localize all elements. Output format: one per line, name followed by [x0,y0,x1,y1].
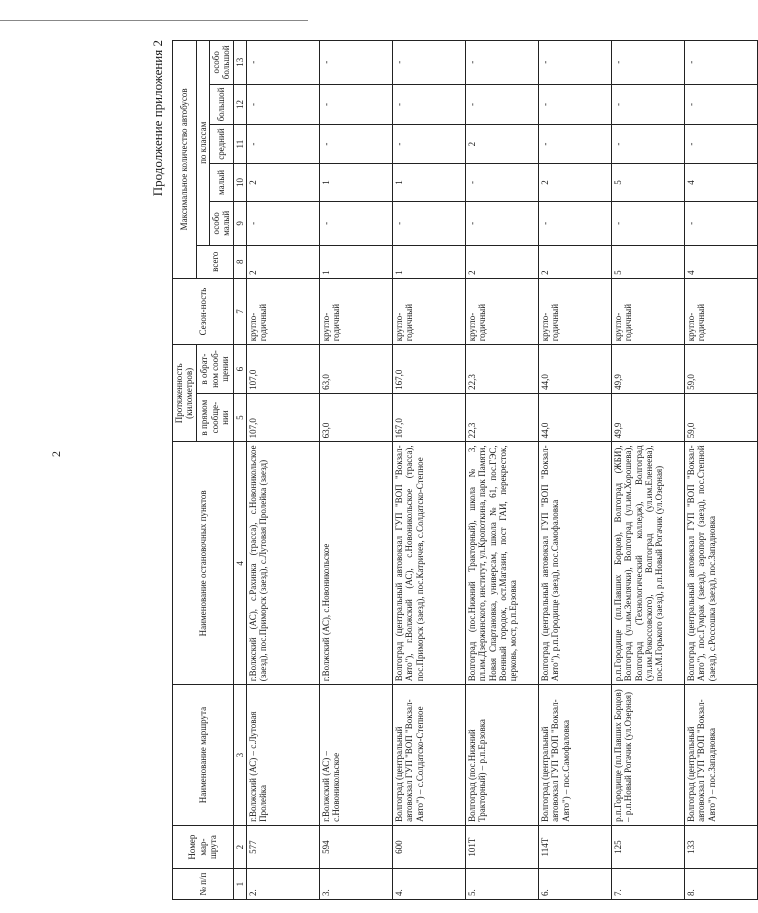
column-index: 11 [233,125,246,163]
length-back: 63,0 [320,345,393,394]
length-forward: 59,0 [685,393,758,442]
buses-medium: 2 [466,125,539,163]
route-stops: Волгоград (центральный автовокзал ГУП "ВОП "Вокзал-Авто"), р.п.Городище (заезд), пос.Самофаловка [539,442,612,685]
route-stops: г.Волжский (АС), с.Новоникольское [320,442,393,685]
route-name: Волгоград (центральный автовокзал ГУП "ВОП "Вокзал-Авто") – пос.Западновка [685,685,758,826]
header-route-name: Наименование маршрута [173,685,234,826]
column-index: 3 [233,685,246,826]
column-index: 5 [233,393,246,442]
column-index: 9 [233,202,246,245]
buses-extra-small: - [320,202,393,245]
routes-table [172,40,758,900]
route-stops: г.Волжский (АС), с.Рахинка (трасса), с.Новоникольское (заезд), пос.Приморск (заезд), с.Лутовая Пролейка (заезд) [247,442,320,685]
route-name: р.п.Городище (пл.Павших Борцов) – р.п.Новый Рогачик (ул.Озерная) [612,685,685,826]
buses-medium: - [539,125,612,163]
length-forward: 49,9 [612,393,685,442]
length-forward: 44,0 [539,393,612,442]
buses-large: - [247,84,320,125]
top-rule [0,20,308,21]
header-length: Протяженность (километров) [173,345,197,442]
table-row [247,41,320,900]
table-header [173,41,247,900]
seasonality: кругло-годичный [685,278,758,344]
route-name: Волгоград (центральный автовокзал ГУП "ВОП "Вокзал-Авто") – пос.Самофаловка [539,685,612,826]
rotated-page-content [148,40,758,900]
table-body [247,41,758,900]
buses-extra-large: - [393,41,466,85]
buses-total: 2 [247,245,320,278]
length-forward: 107,0 [247,393,320,442]
route-number: 125 [612,825,685,868]
route-number: 114Т [539,825,612,868]
seasonality: кругло-годичный [612,278,685,344]
route-stops: р.п.Городище (пл.Павших Борцов), Волгоград (ЖБИ), Волгоград (ул.им.Землячки), Волгоград (ул.им.Хорошева), Волгоград (Технологический колледж), Волгоград (ул.им.Рокоссовского), Волгоград (ул.им.Еленеева), пос.М.Горького (заезд), р.п.Новый Рогачик (ул.Озерная) [612,442,685,685]
buses-small: 5 [612,163,685,201]
route-number: 101Т [466,825,539,868]
buses-medium: - [320,125,393,163]
buses-total: 1 [393,245,466,278]
header-by-class: по классам [196,41,209,246]
header-length-back: в обрат-ном сооб-щении [196,345,233,394]
row-number: 6. [539,869,612,900]
seasonality: кругло-годичный [393,278,466,344]
table-row [539,41,612,900]
route-stops: Волгоград (пос.Нижний Тракторный), школа № 3, пл.им.Дзержинского, институт, ул.Кропоткина, парк Памяти, Новая Спартановка, универсам, школа № 61, пос.ГЭС, Военный городок, ост.Магазин, пост ГАИ, перекресток, церковь, мост, р.п.Ерзовка [466,442,539,685]
route-number: 600 [393,825,466,868]
buses-small: 4 [685,163,758,201]
header-total: всего [196,245,233,278]
buses-total: 1 [320,245,393,278]
buses-large: - [393,84,466,125]
buses-total: 5 [612,245,685,278]
header-class-medium: средний [210,125,234,163]
table-row [393,41,466,900]
buses-medium: - [247,125,320,163]
table-row [466,41,539,900]
buses-extra-large: - [466,41,539,85]
column-index: 1 [233,869,246,900]
length-forward: 22,3 [466,393,539,442]
header-route-number: Номер мар-шрута [173,825,234,868]
header-length-forward: в прямом сообще-нии [196,393,233,442]
column-index: 7 [233,278,246,344]
row-number: 2. [247,869,320,900]
buses-small: - [466,163,539,201]
seasonality: кругло-годичный [466,278,539,344]
length-forward: 167,0 [393,393,466,442]
route-number: 577 [247,825,320,868]
header-stops: Наименование остановочных пунктов [173,442,234,685]
route-name: г.Волжский (АС) – с.Лутовая Пролейка [247,685,320,826]
buses-extra-large: - [685,41,758,85]
column-index: 4 [233,442,246,685]
column-index: 6 [233,345,246,394]
buses-extra-small: - [393,202,466,245]
buses-extra-small: - [685,202,758,245]
header-max-buses: Максимальное количество автобусов [173,41,197,279]
table-row [320,41,393,900]
buses-small: 1 [320,163,393,201]
route-stops: Волгоград (центральный автовокзал ГУП "ВОП "Вокзал-Авто"), пос.Гумрак (заезд), аэропорт (заезд), пос.Степной (заезд), с.Россошка (заезд), пос.Западновка [685,442,758,685]
buses-large: - [685,84,758,125]
length-back: 22,3 [466,345,539,394]
row-number: 5. [466,869,539,900]
buses-total: 4 [685,245,758,278]
route-name: Волгоград (центральный автовокзал ГУП "ВОП "Вокзал-Авто") – с.Солдатско-Степное [393,685,466,826]
row-number: 4. [393,869,466,900]
buses-extra-small: - [466,202,539,245]
route-number: 594 [320,825,393,868]
buses-extra-large: - [320,41,393,85]
length-back: 107,0 [247,345,320,394]
buses-total: 2 [466,245,539,278]
buses-extra-large: - [612,41,685,85]
route-name: г.Волжский (АС) – с.Новоникольское [320,685,393,826]
route-number: 133 [685,825,758,868]
buses-medium: - [612,125,685,163]
buses-extra-small: - [247,202,320,245]
buses-extra-large: - [539,41,612,85]
buses-large: - [320,84,393,125]
buses-medium: - [685,125,758,163]
seasonality: кругло-годичный [320,278,393,344]
header-class-large: большой [210,84,234,125]
route-stops: Волгоград (центральный автовокзал ГУП "ВОП "Вокзал-Авто"), г.Волжский (АС), с.Новоникольское (трасса), пос.Приморск (заезд), пос.Катричев, с.Солдатско-Степное [393,442,466,685]
column-index: 8 [233,245,246,278]
column-index: 12 [233,84,246,125]
buses-small: 1 [393,163,466,201]
row-number: 7. [612,869,685,900]
route-name: Волгоград (пос.Нижний Тракторный) – р.п.Ерзовка [466,685,539,826]
column-index: 2 [233,825,246,868]
buses-total: 2 [539,245,612,278]
length-back: 44,0 [539,345,612,394]
seasonality: кругло-годичный [247,278,320,344]
length-forward: 63,0 [320,393,393,442]
buses-medium: - [393,125,466,163]
buses-small: 2 [247,163,320,201]
header-class-small: малый [210,163,234,201]
table-row [612,41,685,900]
seasonality: кругло-годичный [539,278,612,344]
header-num: № п/п [173,869,234,900]
length-back: 167,0 [393,345,466,394]
buses-large: - [539,84,612,125]
length-back: 49,9 [612,345,685,394]
row-number: 8. [685,869,758,900]
buses-large: - [612,84,685,125]
column-index: 13 [233,41,246,85]
header-class-extra-large: особо большой [210,41,234,85]
table-row [685,41,758,900]
page-number: 2 [49,451,63,457]
row-number: 3. [320,869,393,900]
buses-extra-small: - [612,202,685,245]
buses-small: 2 [539,163,612,201]
header-class-extra-small: особо малый [210,202,234,245]
column-index-row [233,41,246,900]
column-index: 10 [233,163,246,201]
buses-extra-small: - [539,202,612,245]
length-back: 59,0 [685,345,758,394]
buses-extra-large: - [247,41,320,85]
buses-large: - [466,84,539,125]
header-seasonality: Сезон-ность [173,278,234,344]
continuation-label: Продолжение приложения 2 [150,40,165,197]
